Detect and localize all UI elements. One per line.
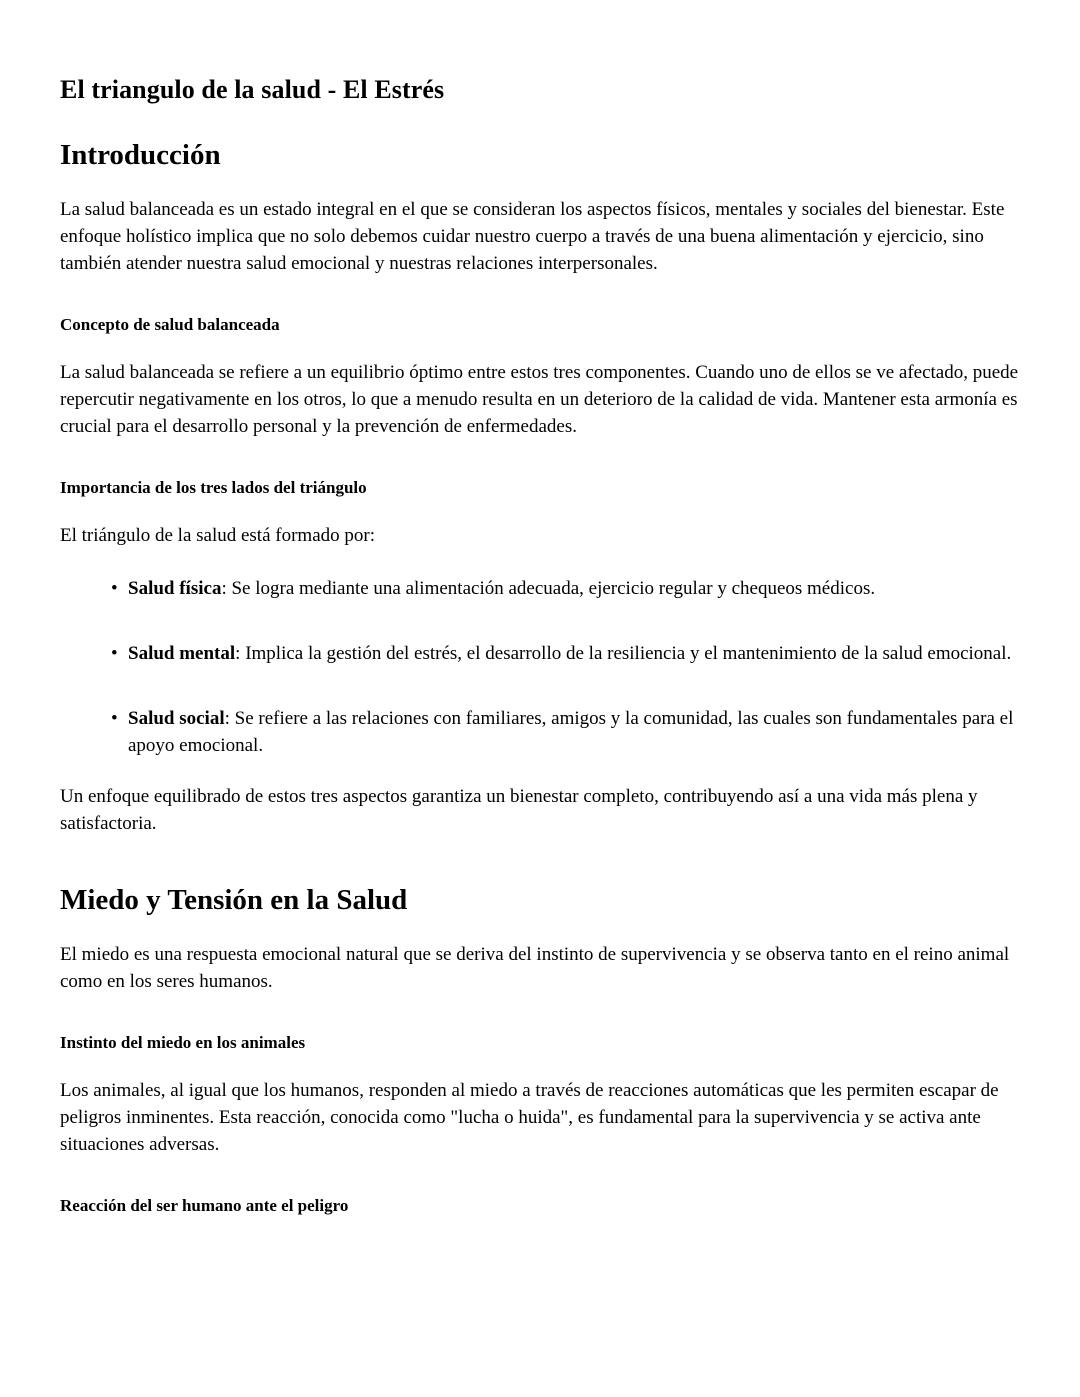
health-triangle-list [60,576,1020,760]
list-item [111,641,1020,668]
list-item-lead: Salud social [128,707,225,729]
paragraph-triangulo-formado-por: El triángulo de la salud está formado por: [60,524,375,546]
list-item [111,706,1020,760]
paragraph-concepto-salud-balanceada: La salud balanceada se refiere a un equilibrio óptimo entre estos tres componentes. Cuando uno de ellos se ve afectado, puede repercutir negativamente en los otros, lo que a menudo resulta en un deterioro de la calidad de vida. Mantener esta armonía es crucial para el desarrollo personal y la prevención de enfermedades. [60,361,1019,437]
list-item-text: : Se logra mediante una alimentación adecuada, ejercicio regular y chequeos médicos. [221,577,876,599]
subheading-concepto-salud-balanceada: Concepto de salud balanceada [60,314,280,334]
subheading-instinto-miedo-animales: Instinto del miedo en los animales [60,1032,306,1052]
section-heading-introduccion: Introducción [60,138,221,171]
paragraph-instinto-miedo-animales: Los animales, al igual que los humanos, responden al miedo a través de reacciones automáticas que les permiten escapar de peligros inminentes. Esta reacción, conocida como "lucha o huida", es fundamental para la supervivencia y se activa ante situaciones adversas. [60,1079,999,1155]
list-item-lead: Salud mental [128,642,236,664]
subheading-reaccion-ser-humano: Reacción del ser humano ante el peligro [60,1195,349,1215]
bullet-icon: • [111,707,118,729]
list-item-text: : Se refiere a las relaciones con familiares, amigos y la comunidad, las cuales son fundamentales para el apoyo emocional. [128,707,1014,756]
list-item-text: : Implica la gestión del estrés, el desarrollo de la resiliencia y el mantenimiento de la salud emocional. [235,642,1012,664]
bullet-icon: • [111,642,118,664]
subheading-importancia-tres-lados: Importancia de los tres lados del triángulo [60,477,367,497]
paragraph-introduccion-1: La salud balanceada es un estado integral en el que se consideran los aspectos físicos, mentales y sociales del bienestar. Este enfoque holístico implica que no solo debemos cuidar nuestro cuerpo a través de una buena alimentación y ejercicio, sino también atender nuestra salud emocional y nuestras relaciones interpersonales. [60,198,1005,274]
list-item [111,576,1020,603]
section-heading-miedo-y-tension: Miedo y Tensión en la Salud [60,883,408,916]
list-item-lead: Salud física [128,577,222,599]
paragraph-miedo-1: El miedo es una respuesta emocional natural que se deriva del instinto de supervivencia y se observa tanto en el reino animal como en los seres humanos. [60,943,1010,992]
paragraph-enfoque-equilibrado: Un enfoque equilibrado de estos tres aspectos garantiza un bienestar completo, contribuyendo así a una vida más plena y satisfactoria. [60,785,978,834]
bullet-icon: • [111,577,118,599]
document-title: El triangulo de la salud - El Estrés [60,75,445,104]
